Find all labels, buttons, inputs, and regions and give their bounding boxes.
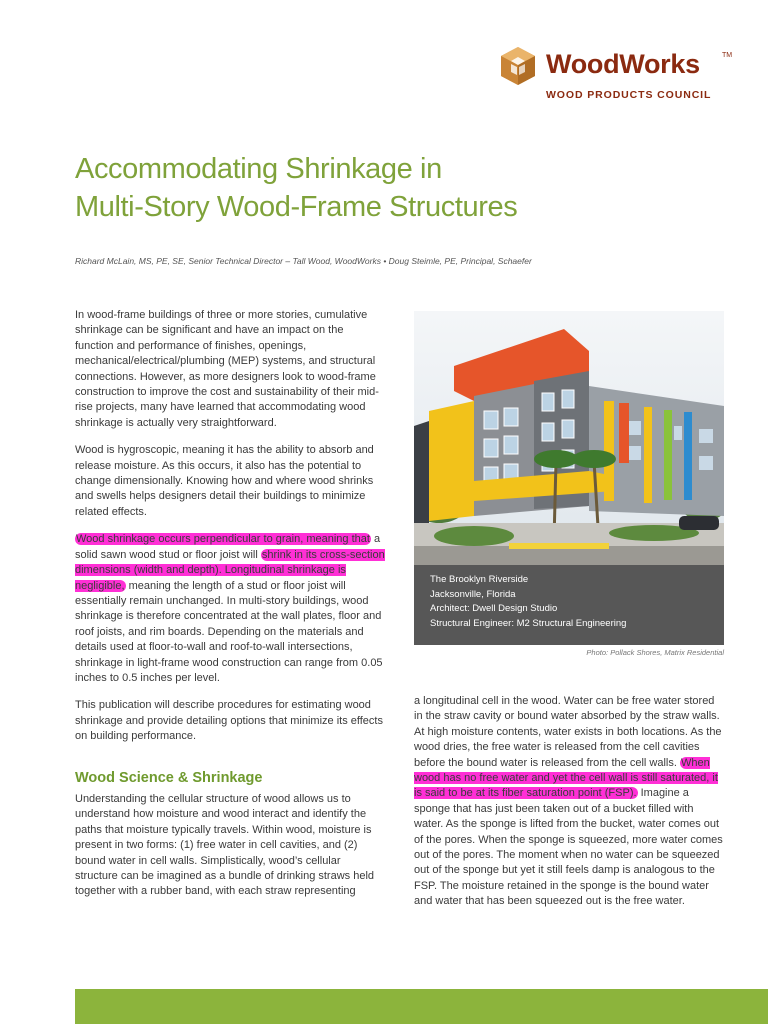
photo-caption: [414, 565, 724, 645]
highlight-perpendicular: Wood shrinkage occurs perpendicular to grain, meaning that: [76, 533, 370, 546]
straw-text-2: Imagine a sponge that has just been taken out of a bucket filled with water. As the sponge is lifted from the bucket, water comes out of the pores. When the sponge is squeezed, more water comes out of the pores. The moment when no water can be squeezed out of the sponge but yet it still feels damp is analogous to the FSP. The moisture retained in the sponge is the bound water and water that has been squeezed out is the free water.: [414, 787, 723, 908]
wood-cube-icon: [497, 45, 539, 87]
shrinkage-text-1: a solid sawn wood stud or floor joist will: [75, 533, 381, 561]
highlight-cross-section: shrink in its cross-section dimensions (width and depth). Longitudinal shrinkage is negligible,: [75, 548, 385, 592]
wood-science-paragraph: Understanding the cellular structure of wood allows us to understand how moisture and wood interact and identify the paths that moisture typically travels. Within wood, moisture is present in two forms: (1) free water in cell cavities, and (2) bound water in cell walls. Simplistically, wood’s cellular structure can be imagined as a bundle of drinking straws held together with a rubber band, with each straw representing: [75, 792, 375, 898]
caption-line-1: The Brooklyn Riverside: [430, 574, 529, 585]
authors-line: Richard McLain, MS, PE, SE, Senior Technical Director – Tall Wood, WoodWorks • Doug Steimle, PE, Principal, Schaefer: [75, 256, 532, 266]
left-column: [75, 308, 385, 912]
publication-paragraph: This publication will describe procedures for estimating wood shrinkage and provide detailing options that minimize its effects on building performance.: [75, 699, 383, 743]
hygroscopic-paragraph: Wood is hygroscopic, meaning it has the ability to absorb and release moisture. As this occurs, it also has the potential to change dimensionally. Knowing how and where wood shrinks and swells helps designers detail their buildings to minimize related effects.: [75, 444, 374, 518]
caption-line-2: Jacksonville, Florida: [430, 588, 516, 600]
shrinkage-text-2: meaning the length of a stud or floor joist will essentially remain unchanged. In multi-story buildings, wood shrinkage is therefore concentrated at the wall plates, floor and roof joists, and rim boards. Depending on the materials and details used at floor-to-wall and roof-to-wall intersections, shrinkage in light-frame wood construction can range from 0.05 inches to 0.5 inches per level.: [75, 579, 383, 684]
brand-name: WoodWorks: [546, 49, 700, 79]
caption-line-4: Structural Engineer: M2 Structural Engineering: [430, 617, 627, 629]
straw-text-1: a longitudinal cell in the wood. Water can be free water stored in the straw cavity or bound water absorbed by the straw walls. At high moisture contents, water exists in both locations. As the wood dries, the free water is released from the cell cavities before the bound water is released from the cell walls.: [414, 695, 722, 769]
intro-paragraph: In wood-frame buildings of three or more stories, cumulative shrinkage can be significant and have an impact on the function and performance of finishes, openings, mechanical/electrical/plumbing (MEP) systems, and structural connections. However, as more designers look to wood-frame construction to improve the cost and sustainability of their mid-rise projects, many have learned that accommodating wood shrinkage is actually very straightforward.: [75, 309, 379, 429]
section-heading: Wood Science & Shrinkage: [75, 769, 263, 786]
trademark: TM: [722, 52, 733, 59]
title-line-1: Accommodating Shrinkage in: [75, 153, 442, 185]
building-photo: [414, 311, 724, 565]
woodworks-logo: [497, 45, 737, 107]
caption-line-3: Architect: Dwell Design Studio: [430, 603, 558, 614]
photo-credit: Photo: Pollack Shores, Matrix Residential: [586, 648, 724, 657]
highlight-fsp: When wood has no free water and yet the cell wall is still saturated, it is said to be at its fiber saturation point (FSP).: [414, 756, 718, 800]
brand-subtitle: WOOD PRODUCTS COUNCIL: [546, 89, 712, 101]
footer-green-bar: [75, 989, 768, 1024]
right-column: [414, 694, 724, 922]
title-line-2: Multi-Story Wood-Frame Structures: [75, 191, 518, 223]
page-title: [75, 150, 695, 226]
straw-paragraph: [414, 694, 724, 910]
shrinkage-paragraph: [75, 532, 385, 686]
